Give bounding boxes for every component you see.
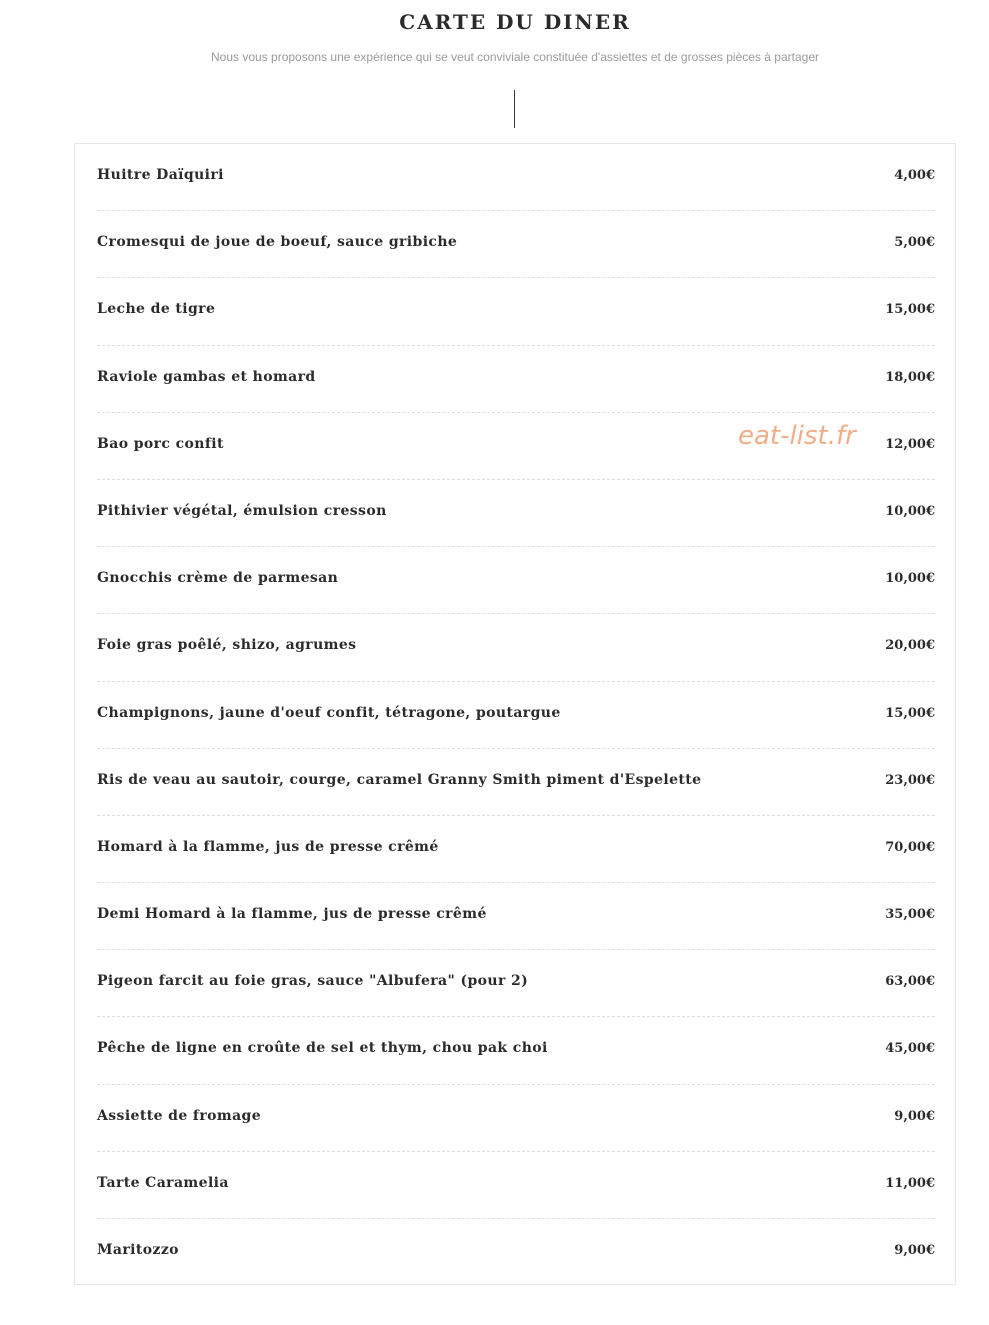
menu-item-price: 20,00€ [885,638,935,654]
menu-item-name: Homard à la flamme, jus de presse crêmé [97,838,439,855]
menu-item-name: Assiette de fromage [97,1107,262,1124]
menu-item-price: 45,00€ [885,1041,935,1057]
menu-item [97,816,935,883]
menu-item-name: Champignons, jaune d'oeuf confit, tétragone, poutargue [97,704,561,721]
menu-item-price: 15,00€ [885,705,935,721]
menu-item [97,950,935,1017]
menu-item-price: 70,00€ [885,839,935,855]
vertical-divider [514,90,515,128]
menu-item-price: 4,00€ [894,168,935,183]
menu-item-name: Huitre Daïquiri [97,167,224,183]
menu-item-price: 35,00€ [885,907,935,923]
menu-item [97,1085,935,1152]
menu-item-name: Maritozzo [97,1242,179,1258]
menu-item-price: 5,00€ [894,235,935,251]
menu-item-name: Bao porc confit [97,435,224,452]
menu-item [97,1152,935,1219]
menu-item [97,749,935,816]
menu-item [97,614,935,681]
menu-item-name: Leche de tigre [97,301,216,318]
menu-item [97,346,935,413]
menu-item [97,1219,935,1286]
menu-item-name: Demi Homard à la flamme, jus de presse crêmé [97,906,487,923]
menu-list [97,144,935,1286]
page-subtitle: Nous vous proposons une expérience qui se veut conviviale constituée d'assiettes et de grosses pièces à partager [211,50,819,64]
menu-item-name: Pêche de ligne en croûte de sel et thym, chou pak choi [97,1040,548,1057]
menu-item-name: Foie gras poêlé, shizo, agrumes [97,637,357,654]
menu-item-price: 18,00€ [885,369,935,385]
menu-item-price: 23,00€ [885,772,935,788]
menu-item-name: Cromesqui de joue de boeuf, sauce gribiche [97,234,458,251]
menu-item-price: 63,00€ [885,974,935,990]
menu-item [97,547,935,614]
menu-item [97,144,935,211]
menu-item-name: Ris de veau au sautoir, courge, caramel Granny Smith piment d'Espelette [97,771,702,788]
menu-item-price: 12,00€ [885,436,935,452]
menu-item-price: 9,00€ [894,1243,935,1258]
menu-item [97,883,935,950]
menu-item [97,278,935,345]
menu-item [97,480,935,547]
menu-item-name: Tarte Caramelia [97,1174,229,1191]
menu-item [97,211,935,278]
menu-item-name: Gnocchis crème de parmesan [97,570,339,587]
menu-item-name: Pigeon farcit au foie gras, sauce "Albufera" (pour 2) [97,973,529,990]
menu-item-price: 9,00€ [894,1108,935,1124]
menu-item-price: 10,00€ [885,503,935,519]
menu-item-price: 15,00€ [885,302,935,318]
menu-item-price: 10,00€ [885,571,935,587]
page-title: CARTE DU DINER [399,10,631,34]
menu-card [74,143,956,1285]
watermark-logo: eat-list.fr [738,421,856,451]
menu-item-name: Pithivier végétal, émulsion cresson [97,502,387,519]
menu-item-name: Raviole gambas et homard [97,368,316,385]
menu-item-price: 11,00€ [885,1175,935,1191]
menu-item [97,682,935,749]
menu-item [97,1017,935,1084]
